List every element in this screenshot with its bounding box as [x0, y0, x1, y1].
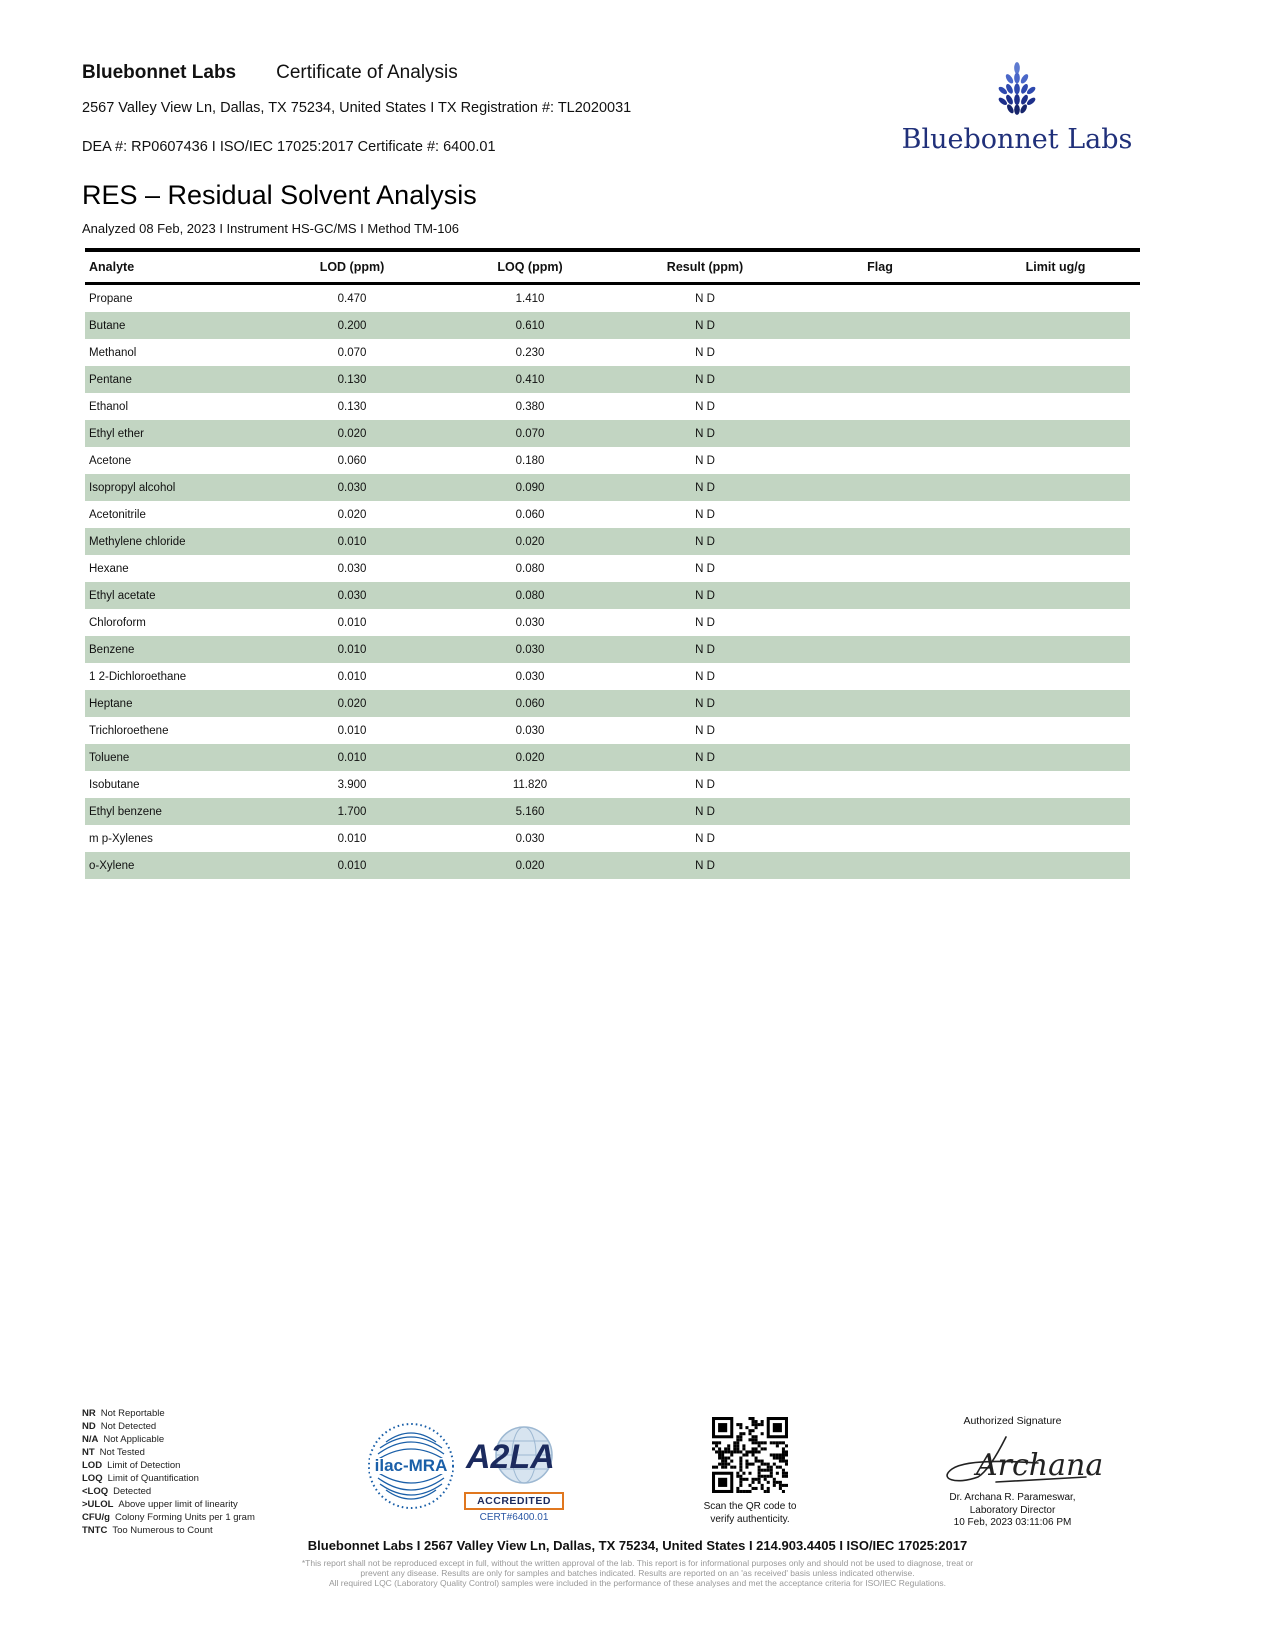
cell-lod: 0.010 [337, 751, 367, 764]
cell-lod: 1.700 [337, 805, 367, 818]
legend-item [82, 1485, 255, 1498]
legend-item [82, 1420, 255, 1433]
legend-abbr: CFU/g [82, 1512, 110, 1523]
table-row [85, 474, 1140, 501]
cell-lod: 0.010 [337, 832, 367, 845]
table-row [85, 312, 1140, 339]
legend-item [82, 1511, 255, 1524]
cell-loq: 0.030 [515, 643, 545, 656]
disclaimer-line1: *This report shall not be reproduced except in full, without the written approval of the lab. This report is for informational purposes only and should not be used to diagnose, treat or [301, 1558, 974, 1568]
cell-result: N D [695, 481, 715, 494]
cell-lod: 0.130 [337, 400, 367, 413]
cell-analyte: Toluene [89, 751, 130, 764]
cell-result: N D [695, 319, 715, 332]
ilac-mra-seal-icon [366, 1420, 456, 1512]
legend-abbr: NR [82, 1408, 96, 1419]
cell-lod: 0.070 [337, 346, 367, 359]
table-row [85, 690, 1140, 717]
cell-result: N D [695, 751, 715, 764]
cell-result: N D [695, 697, 715, 710]
signature-script [918, 1427, 1108, 1489]
table-row [85, 744, 1140, 771]
cell-result: N D [695, 346, 715, 359]
cell-loq: 0.030 [515, 670, 545, 683]
cell-loq: 0.180 [515, 454, 545, 467]
cell-result: N D [695, 454, 715, 467]
qr-code-image [712, 1417, 788, 1493]
cell-loq: 0.060 [515, 508, 545, 521]
a2la-globe-icon [458, 1424, 570, 1486]
cell-analyte: Ethyl ether [89, 427, 144, 440]
cell-analyte: Heptane [89, 697, 133, 710]
cell-analyte: o-Xylene [89, 859, 135, 872]
table-row [85, 609, 1140, 636]
legend-text: Limit of Detection [107, 1460, 181, 1471]
document-title: Certificate of Analysis [276, 62, 458, 83]
a2la-logo [458, 1424, 570, 1523]
qr-code [712, 1417, 788, 1498]
cell-result: N D [695, 643, 715, 656]
cell-lod: 0.470 [337, 292, 367, 305]
cell-loq: 0.030 [515, 724, 545, 737]
cell-loq: 0.020 [515, 859, 545, 872]
cell-analyte: m p-Xylenes [89, 832, 153, 845]
table-row [85, 771, 1140, 798]
table-row [85, 636, 1140, 663]
cell-lod: 0.200 [337, 319, 367, 332]
table-row [85, 501, 1140, 528]
table-row [85, 798, 1140, 825]
table-header-row [85, 248, 1140, 285]
cell-result: N D [695, 508, 715, 521]
signature-block [915, 1415, 1110, 1530]
cell-analyte: Pentane [89, 373, 132, 386]
table-row [85, 717, 1140, 744]
cell-analyte: Acetonitrile [89, 508, 146, 521]
table-row [85, 339, 1140, 366]
section-subtitle: Analyzed 08 Feb, 2023 I Instrument HS-GC/MS I Method TM-106 [82, 221, 459, 236]
cell-loq: 1.410 [515, 292, 545, 305]
table-row [85, 555, 1140, 582]
legend-abbr: LOQ [82, 1473, 103, 1484]
table-row [85, 663, 1140, 690]
footer-disclaimer [0, 1558, 1275, 1588]
cell-loq: 0.020 [515, 535, 545, 548]
cell-analyte: Ethyl benzene [89, 805, 162, 818]
cell-loq: 0.090 [515, 481, 545, 494]
cell-analyte: Ethanol [89, 400, 129, 413]
cell-analyte: Ethyl acetate [89, 589, 156, 602]
cell-lod: 0.010 [337, 535, 367, 548]
cell-loq: 0.410 [515, 373, 545, 386]
cell-loq: 5.160 [515, 805, 545, 818]
legend-item [82, 1459, 255, 1472]
legend-item [82, 1446, 255, 1459]
ilac-mra-logo [366, 1420, 456, 1517]
a2la-cert-number: CERT#6400.01 [479, 1512, 549, 1523]
cell-analyte: Isobutane [89, 778, 140, 791]
disclaimer-line2: prevent any disease. Results are only for samples and batches indicated. Results are reported on an 'as received' basis unless indicated otherwise. [360, 1568, 915, 1578]
cell-analyte: Methylene chloride [89, 535, 186, 548]
brand-wordmark: Bluebonnet Labs [901, 124, 1133, 155]
table-row [85, 528, 1140, 555]
cell-analyte: Butane [89, 319, 126, 332]
column-header-lod: LOD (ppm) [319, 260, 385, 274]
cell-result: N D [695, 589, 715, 602]
cell-lod: 0.010 [337, 859, 367, 872]
cell-lod: 0.030 [337, 589, 367, 602]
cell-result: N D [695, 292, 715, 305]
cell-analyte: Isopropyl alcohol [89, 481, 176, 494]
cell-analyte: Trichloroethene [89, 724, 169, 737]
cell-loq: 0.070 [515, 427, 545, 440]
brand-logo [886, 60, 1148, 155]
cell-analyte: 1 2-Dichloroethane [89, 670, 187, 683]
table-row [85, 285, 1140, 312]
signer-title: Laboratory Director [969, 1504, 1056, 1516]
legend-text: Limit of Quantification [107, 1473, 199, 1484]
cell-analyte: Hexane [89, 562, 129, 575]
lab-address: 2567 Valley View Ln, Dallas, TX 75234, United States I TX Registration #: TL2020031 [82, 100, 632, 116]
cell-lod: 0.010 [337, 724, 367, 737]
signature-script-text: Archana [975, 1448, 1103, 1483]
legend-abbr: >ULOL [82, 1499, 114, 1510]
qr-caption-line1: Scan the QR code to [703, 1501, 797, 1512]
cell-analyte: Chloroform [89, 616, 146, 629]
cell-loq: 0.230 [515, 346, 545, 359]
legend-abbr: TNTC [82, 1525, 108, 1536]
legend-abbr: NT [82, 1447, 95, 1458]
cell-analyte: Methanol [89, 346, 137, 359]
cell-lod: 0.010 [337, 670, 367, 683]
cell-result: N D [695, 616, 715, 629]
cell-lod: 0.060 [337, 454, 367, 467]
results-table [85, 248, 1140, 879]
cell-loq: 0.030 [515, 832, 545, 845]
dea-registration-line: DEA #: RP0607436 I ISO/IEC 17025:2017 Certificate #: 6400.01 [82, 139, 496, 155]
cell-result: N D [695, 832, 715, 845]
cell-analyte: Acetone [89, 454, 132, 467]
cell-analyte: Propane [89, 292, 133, 305]
legend-item [82, 1524, 255, 1537]
cell-result: N D [695, 805, 715, 818]
footer-contact-line: Bluebonnet Labs I 2567 Valley View Ln, Dallas, TX 75234, United States I 214.903.4405 I ISO/IEC 17025:2017 [307, 1538, 968, 1553]
cell-result: N D [695, 562, 715, 575]
cell-loq: 0.020 [515, 751, 545, 764]
table-row [85, 447, 1140, 474]
legend-text: Detected [113, 1486, 152, 1497]
cell-result: N D [695, 535, 715, 548]
table-row [85, 393, 1140, 420]
cell-result: N D [695, 724, 715, 737]
bluebonnet-flower-icon [992, 60, 1042, 116]
a2la-label: A2LA [466, 1438, 555, 1476]
cell-loq: 0.030 [515, 616, 545, 629]
legend-item [82, 1433, 255, 1446]
cell-lod: 0.010 [337, 616, 367, 629]
abbreviation-legend [82, 1407, 255, 1537]
column-header-analyte: Analyte [89, 260, 135, 274]
legend-text: Not Tested [99, 1447, 145, 1458]
table-row [85, 366, 1140, 393]
cell-lod: 0.020 [337, 427, 367, 440]
cell-lod: 0.020 [337, 697, 367, 710]
company-name: Bluebonnet Labs [82, 62, 237, 83]
table-row [85, 582, 1140, 609]
legend-abbr: ND [82, 1421, 96, 1432]
cell-loq: 0.380 [515, 400, 545, 413]
cell-result: N D [695, 778, 715, 791]
cell-result: N D [695, 427, 715, 440]
table-body [85, 285, 1140, 879]
legend-text: Above upper limit of linearity [118, 1499, 238, 1510]
ilac-mra-label: ilac-MRA [374, 1456, 448, 1475]
table-row [85, 420, 1140, 447]
authorized-signature-label: Authorized Signature [963, 1415, 1062, 1427]
legend-item [82, 1407, 255, 1420]
legend-text: Not Detected [100, 1421, 157, 1432]
qr-caption-line2: verify authenticity. [710, 1514, 790, 1525]
section-title: RES – Residual Solvent Analysis [82, 180, 477, 210]
legend-item [82, 1472, 255, 1485]
legend-text: Colony Forming Units per 1 gram [114, 1512, 255, 1523]
column-header-flag: Flag [867, 260, 893, 274]
signer-name: Dr. Archana R. Parameswar, [949, 1492, 1076, 1503]
table-row [85, 852, 1140, 879]
disclaimer-line3: All required LQC (Laboratory Quality Control) samples were included in the performance of these analyses and met the acceptance criteria for ISO/IEC Regulations. [328, 1578, 947, 1588]
header-line [82, 62, 458, 84]
cell-loq: 0.610 [515, 319, 545, 332]
table-row [85, 825, 1140, 852]
column-header-result: Result (ppm) [666, 260, 744, 274]
column-header-loq: LOQ (ppm) [497, 260, 563, 274]
cell-loq: 11.820 [512, 778, 548, 791]
legend-text: Too Numerous to Count [112, 1525, 213, 1536]
accredited-badge: ACCREDITED [464, 1492, 564, 1510]
cell-result: N D [695, 670, 715, 683]
column-header-limit: Limit ug/g [1025, 260, 1086, 274]
signature-datetime: 10 Feb, 2023 03:11:06 PM [953, 1517, 1072, 1528]
legend-text: Not Applicable [103, 1434, 165, 1445]
legend-item [82, 1498, 255, 1511]
legend-abbr: LOD [82, 1460, 103, 1471]
cell-lod: 0.030 [337, 562, 367, 575]
cell-lod: 0.010 [337, 643, 367, 656]
cell-result: N D [695, 859, 715, 872]
qr-caption [672, 1500, 828, 1526]
legend-text: Not Reportable [100, 1408, 165, 1419]
cell-lod: 0.020 [337, 508, 367, 521]
legend-abbr: <LOQ [82, 1486, 109, 1497]
cell-lod: 3.900 [337, 778, 367, 791]
cell-loq: 0.080 [515, 589, 545, 602]
cell-loq: 0.060 [515, 697, 545, 710]
cell-result: N D [695, 400, 715, 413]
legend-abbr: N/A [82, 1434, 99, 1445]
cell-lod: 0.130 [337, 373, 367, 386]
cell-analyte: Benzene [89, 643, 135, 656]
cell-loq: 0.080 [515, 562, 545, 575]
cell-result: N D [695, 373, 715, 386]
cell-lod: 0.030 [337, 481, 367, 494]
